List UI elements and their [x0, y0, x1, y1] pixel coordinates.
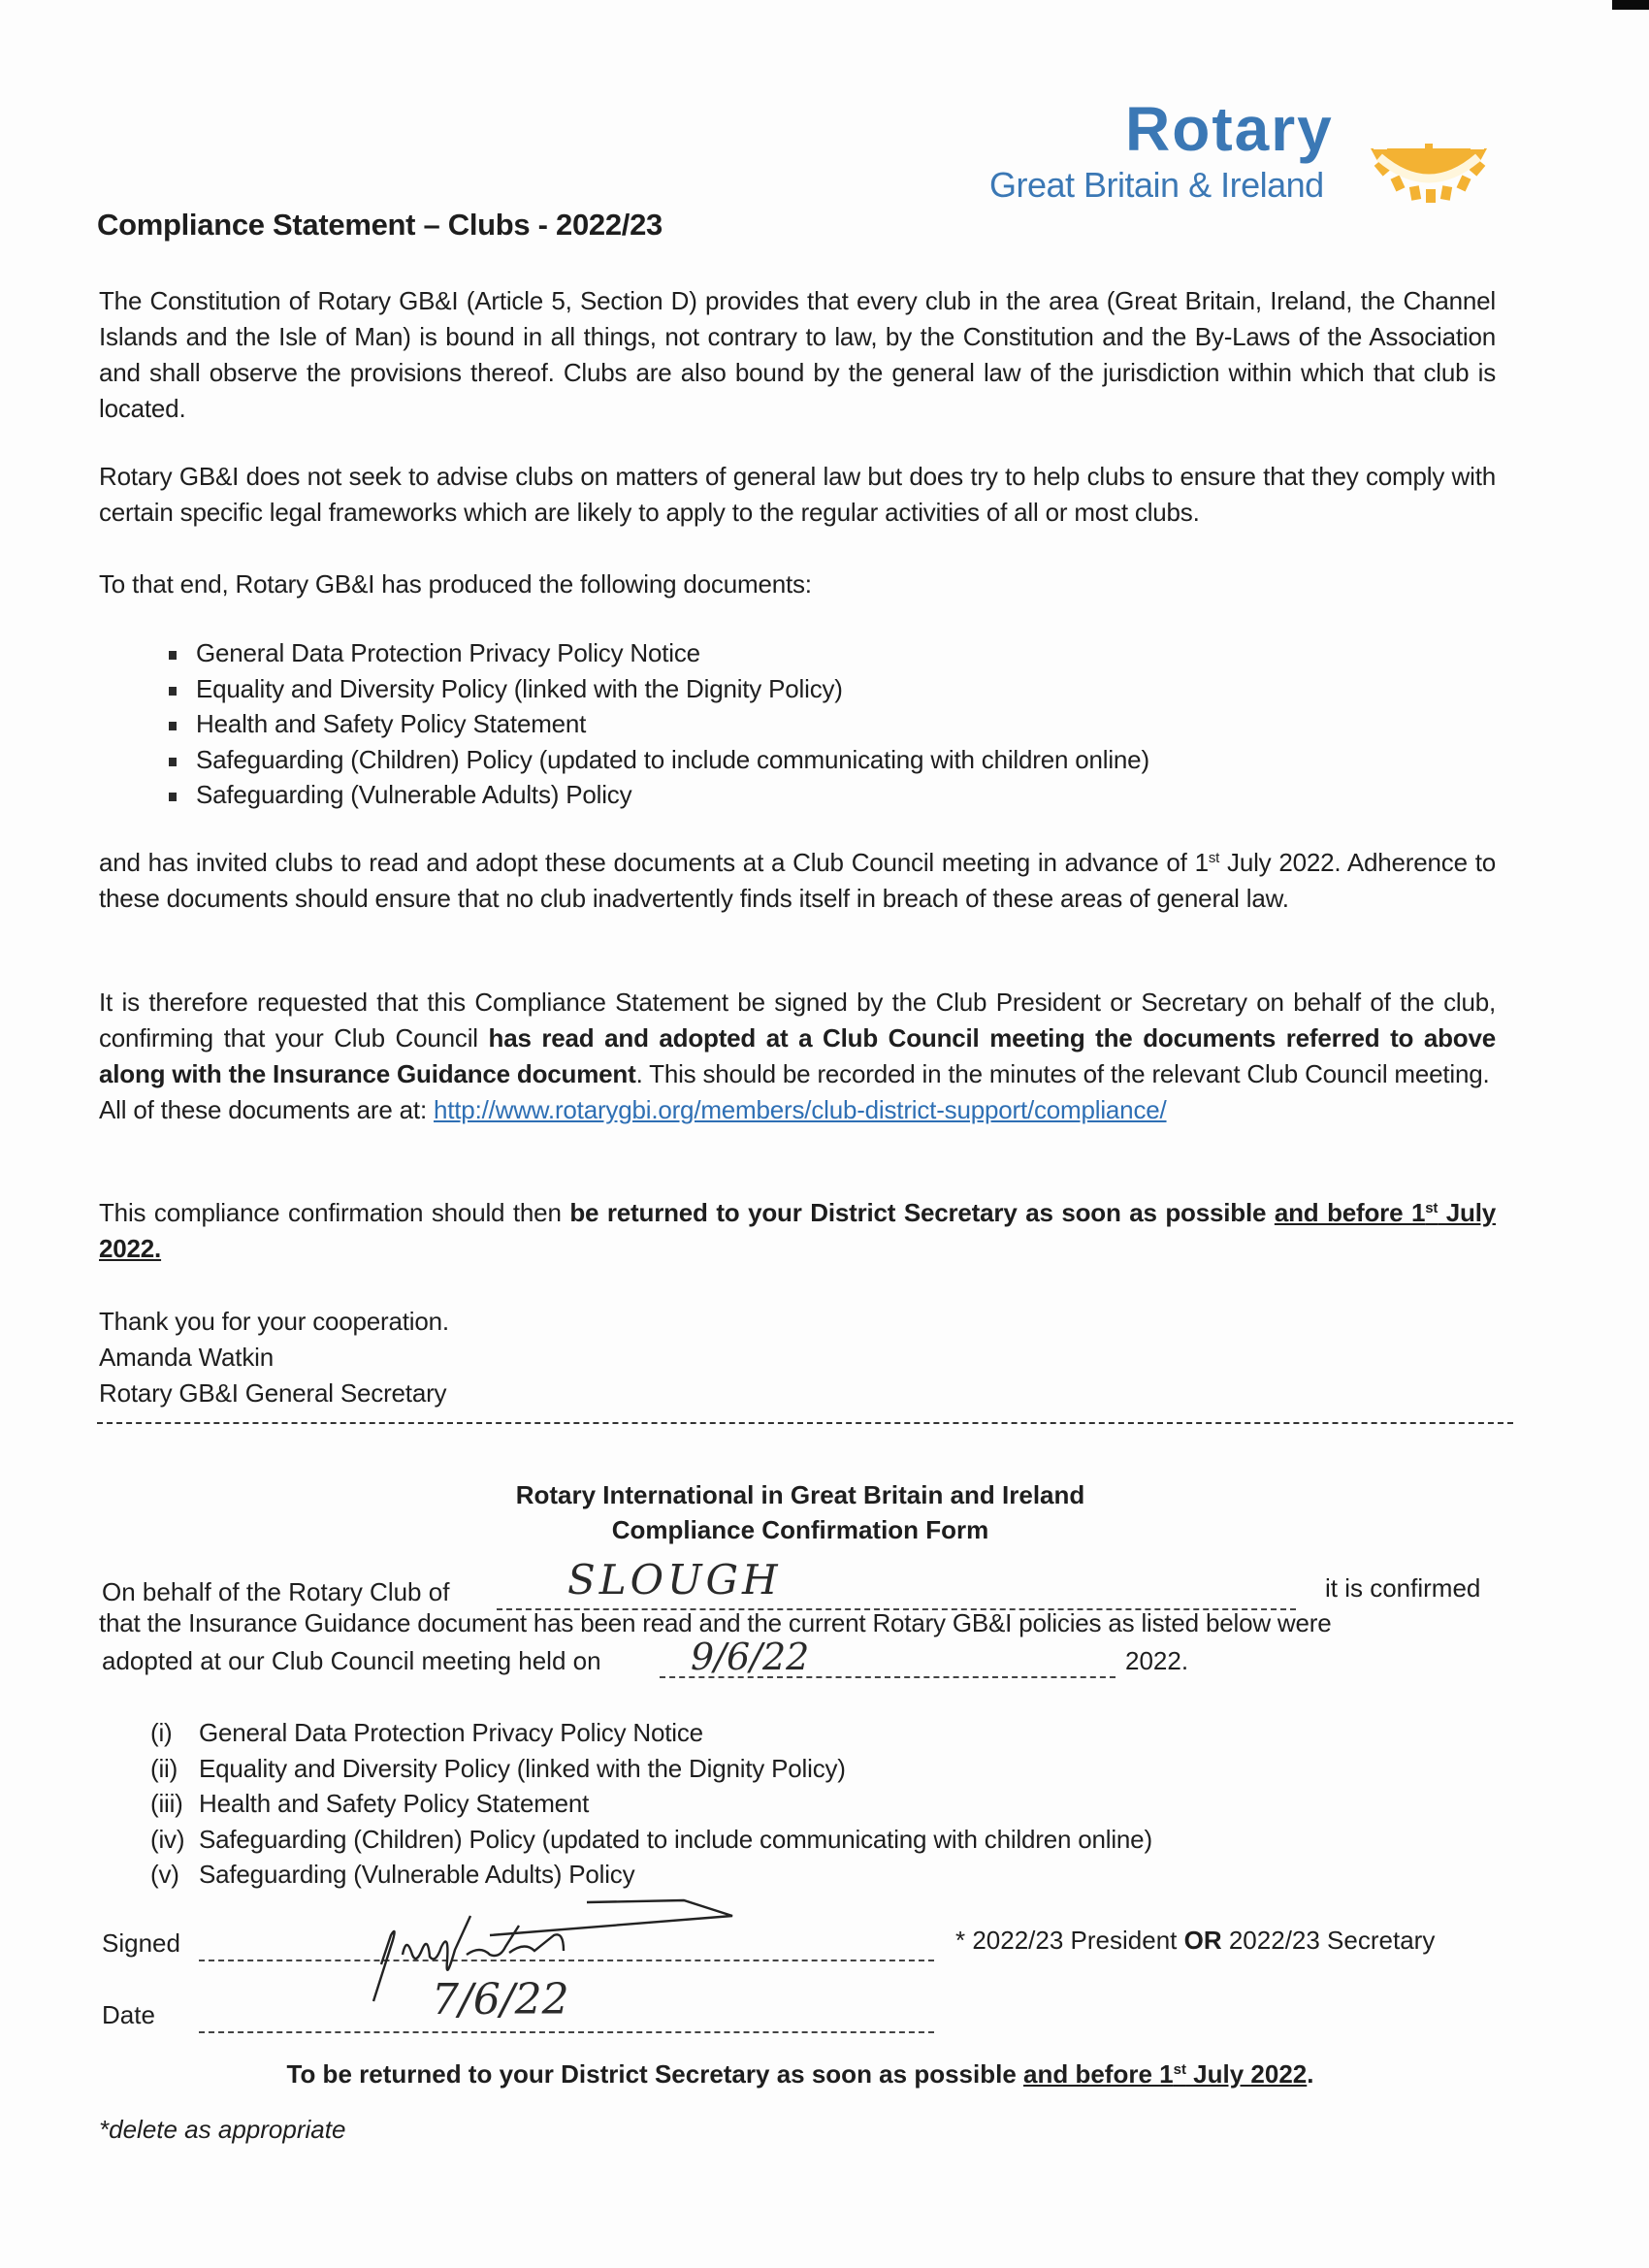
list-item: (i) General Data Protection Privacy Policy Notice — [150, 1718, 703, 1747]
club-label: On behalf of the Rotary Club of — [102, 1577, 450, 1606]
paragraph-return-instruction: This compliance confirmation should then be returned to your District Secretary as soon as possible and before 1st July 2022. — [99, 1198, 1497, 1263]
list-item: (iv) Safeguarding (Children) Policy (updated to include communicating with children online) — [150, 1824, 1152, 1854]
rotary-wheel-icon — [1366, 144, 1492, 221]
page-title: Compliance Statement – Clubs - 2022/23 — [97, 208, 663, 242]
policies-list — [150, 1715, 1152, 1893]
list-item: Safeguarding (Vulnerable Adults) Policy — [155, 777, 1149, 813]
list-item: (iii) Health and Safety Policy Statement — [150, 1789, 590, 1818]
meeting-date-value: 9/6/22 — [691, 1636, 810, 1678]
form-heading-title: Compliance Confirmation Form — [611, 1515, 989, 1544]
paragraph-constitution: The Constitution of Rotary GB&I (Article 5, Section D) provides that every club in the area (Great Britain, Ireland, the Channel Islands and the Isle of Man) is bound in all things, not contrary to law, by the Constitution and the By-Laws of the Association and shall observe the provisions thereof. Clubs are also bound by the general law of the jurisdiction within which that club is located. — [99, 286, 1496, 423]
list-item: Health and Safety Policy Statement — [155, 706, 1149, 742]
form-confirmation-line: that the Insurance Guidance document has been read and the current Rotary GB&I policies as listed below were — [99, 1608, 1332, 1637]
return-instruction: To be returned to your District Secretary as soon as possible and before 1st July 2022. — [286, 2059, 1314, 2089]
paragraph-general-law: Rotary GB&I does not seek to advise clubs on matters of general law but does try to help clubs to ensure that they comply with certain specific legal frameworks which are likely to apply to the regular activities of all or most clubs. — [99, 462, 1496, 527]
documents-list — [155, 635, 1149, 813]
bullet-icon — [169, 793, 177, 801]
club-name-value: SLOUGH — [567, 1556, 782, 1604]
logo-subtitle: Great Britain & Ireland — [989, 165, 1324, 205]
rotary-gbi-logo — [970, 94, 1513, 233]
signer-role-option: * 2022/23 President OR 2022/23 Secretary — [955, 1926, 1436, 1955]
footnote: *delete as appropriate — [99, 2115, 346, 2144]
club-suffix: it is confirmed — [1325, 1573, 1481, 1603]
list-item: Safeguarding (Children) Policy (updated to include communicating with children online) — [155, 742, 1149, 778]
sign-off: Thank you for your cooperation. Amanda Watkin Rotary GB&I General Secretary — [99, 1304, 1496, 1411]
date-label: Date — [102, 2000, 155, 2029]
signed-label: Signed — [102, 1928, 180, 1958]
paragraph-invitation: and has invited clubs to read and adopt these documents at a Club Council meeting in advance of 1st July 2022. Adherence to these documents should ensure that no club inadvertently finds itself in breach of these areas of general law. — [99, 848, 1496, 913]
bullet-icon — [169, 722, 177, 730]
meeting-year: 2022. — [1125, 1646, 1189, 1675]
list-item: (v) Safeguarding (Vulnerable Adults) Policy — [150, 1860, 635, 1889]
bullet-icon — [169, 651, 177, 660]
cut-line-divider — [97, 1422, 1513, 1424]
meeting-date-label: adopted at our Club Council meeting held on — [102, 1646, 601, 1675]
list-item: General Data Protection Privacy Policy Notice — [155, 635, 1149, 671]
logo-wordmark: Rotary — [1125, 94, 1334, 164]
paragraph-request: It is therefore requested that this Compliance Statement be signed by the Club President or Secretary on behalf of the club, confirming that your Club Council has read and adopted at a Club Council meeting the documents referred to above along with the Insurance Guidance document. This should be recorded in the minutes of the relevant Club Council meeting. All of these documents are at: http://www.rotarygbi.org/members/club-district-support/compliance/ — [99, 988, 1496, 1124]
list-item: (ii) Equality and Diversity Policy (linked with the Dignity Policy) — [150, 1753, 846, 1783]
signer-name: Amanda Watkin — [99, 1343, 274, 1372]
bullet-icon — [169, 758, 177, 766]
signer-role: Rotary GB&I General Secretary — [99, 1378, 447, 1408]
scan-edge-mark — [1612, 0, 1649, 10]
bullet-icon — [169, 687, 177, 696]
paragraph-documents-intro: To that end, Rotary GB&I has produced the following documents: — [99, 569, 812, 599]
list-item: Equality and Diversity Policy (linked with the Dignity Policy) — [155, 671, 1149, 707]
date-value: 7/6/22 — [432, 1975, 569, 2025]
compliance-documents-link[interactable]: http://www.rotarygbi.org/members/club-district-support/compliance/ — [434, 1095, 1167, 1124]
form-heading-org: Rotary International in Great Britain and Ireland — [515, 1480, 1085, 1509]
